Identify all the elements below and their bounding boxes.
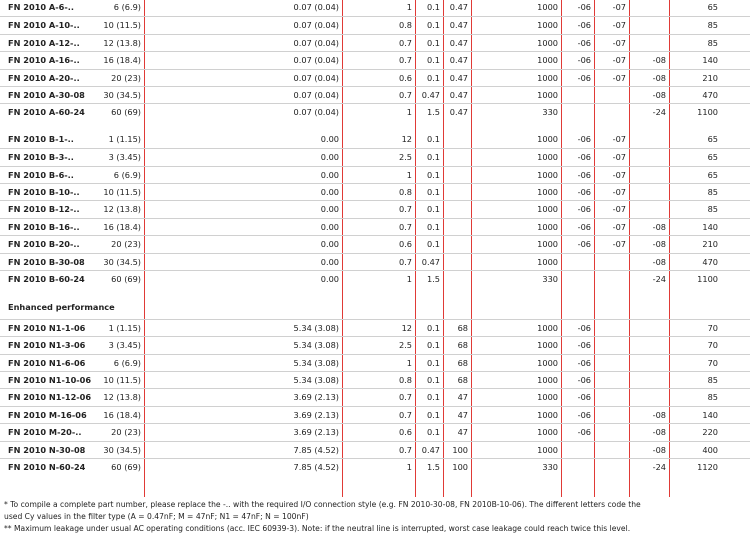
value-cell: 16 (18.4) <box>103 410 141 420</box>
value-cell: 0.1 <box>426 55 440 65</box>
part-number-cell: FN 2010 B-10-.. <box>8 187 80 197</box>
table-row <box>0 34 750 51</box>
footnotes <box>4 499 748 535</box>
value-cell: 0.00 <box>320 170 339 180</box>
value-cell: 0.7 <box>398 55 412 65</box>
value-cell: 0.00 <box>320 222 339 232</box>
value-cell: -06 <box>577 222 591 232</box>
footnote-part-number: * To compile a complete part number, please replace the -.. with the required I/O connection style (e.g. FN 2010-30-08, FN 2010B-10-06). The different letters code the <box>4 500 641 509</box>
value-cell: -08 <box>652 90 666 100</box>
value-cell: 100 <box>452 462 468 472</box>
value-cell: -07 <box>612 187 626 197</box>
value-cell: -08 <box>652 239 666 249</box>
value-cell: 3.69 (2.13) <box>293 410 339 420</box>
value-cell: 140 <box>702 55 718 65</box>
value-cell: 0.1 <box>426 20 440 30</box>
value-cell: 70 <box>707 340 718 350</box>
value-cell: 0.47 <box>449 38 468 48</box>
value-cell: 20 (23) <box>111 239 141 249</box>
value-cell: 1000 <box>537 170 558 180</box>
value-cell: -08 <box>652 73 666 83</box>
value-cell: 0.1 <box>426 239 440 249</box>
value-cell: 1000 <box>537 134 558 144</box>
value-cell: 0.47 <box>421 257 440 267</box>
value-cell: 5.34 (3.08) <box>293 340 339 350</box>
value-cell: 0.6 <box>398 427 412 437</box>
table-row <box>0 406 750 423</box>
table-row <box>0 319 750 336</box>
value-cell: 5.34 (3.08) <box>293 323 339 333</box>
value-cell: 1120 <box>697 462 718 472</box>
value-cell: -06 <box>577 2 591 12</box>
value-cell: 12 (13.8) <box>103 392 141 402</box>
value-cell: 1000 <box>537 73 558 83</box>
value-cell: -06 <box>577 38 591 48</box>
value-cell: 1 <box>406 358 412 368</box>
value-cell: 0.1 <box>426 187 440 197</box>
value-cell: -08 <box>652 222 666 232</box>
value-cell: -07 <box>612 239 626 249</box>
value-cell: 140 <box>702 410 718 420</box>
value-cell: 140 <box>702 222 718 232</box>
part-number-cell: FN 2010 B-30-08 <box>8 257 85 267</box>
value-cell: 470 <box>702 90 718 100</box>
value-cell: 0.1 <box>426 170 440 180</box>
value-cell: -07 <box>612 73 626 83</box>
value-cell: -06 <box>577 427 591 437</box>
value-cell: -06 <box>577 134 591 144</box>
table-row <box>0 270 750 287</box>
value-cell: -06 <box>577 55 591 65</box>
value-cell: -06 <box>577 187 591 197</box>
value-cell: 0.00 <box>320 204 339 214</box>
value-cell: 65 <box>707 2 718 12</box>
value-cell: 2.5 <box>398 152 412 162</box>
value-cell: 1000 <box>537 410 558 420</box>
value-cell: -07 <box>612 55 626 65</box>
value-cell: 0.7 <box>398 445 412 455</box>
value-cell: 1 <box>406 107 412 117</box>
table-row <box>0 200 750 217</box>
value-cell: 1000 <box>537 375 558 385</box>
value-cell: 60 (69) <box>111 107 141 117</box>
value-cell: 1000 <box>537 257 558 267</box>
value-cell: -08 <box>652 257 666 267</box>
value-cell: 1000 <box>537 340 558 350</box>
value-cell: 12 (13.8) <box>103 204 141 214</box>
value-cell: 70 <box>707 358 718 368</box>
value-cell: -08 <box>652 410 666 420</box>
value-cell: 1000 <box>537 427 558 437</box>
value-cell: 1000 <box>537 55 558 65</box>
value-cell: -07 <box>612 152 626 162</box>
table-row <box>0 218 750 235</box>
value-cell: 7.85 (4.52) <box>293 462 339 472</box>
part-number-cell: FN 2010 A-30-08 <box>8 90 85 100</box>
value-cell: 0.1 <box>426 323 440 333</box>
value-cell: 20 (23) <box>111 73 141 83</box>
part-number-cell: FN 2010 B-12-.. <box>8 204 80 214</box>
value-cell: 0.1 <box>426 340 440 350</box>
part-number-cell: FN 2010 A-20-.. <box>8 73 80 83</box>
value-cell: -07 <box>612 2 626 12</box>
value-cell: -06 <box>577 73 591 83</box>
value-cell: 20 (23) <box>111 427 141 437</box>
value-cell: -06 <box>577 375 591 385</box>
value-cell: -24 <box>652 274 666 284</box>
value-cell: 6 (6.9) <box>113 170 141 180</box>
value-cell: 0.7 <box>398 257 412 267</box>
value-cell: 1000 <box>537 2 558 12</box>
value-cell: 1 <box>406 274 412 284</box>
value-cell: -06 <box>577 170 591 180</box>
value-cell: 0.47 <box>449 107 468 117</box>
value-cell: 12 <box>401 134 412 144</box>
value-cell: 47 <box>457 427 468 437</box>
value-cell: 1000 <box>537 152 558 162</box>
value-cell: 210 <box>702 73 718 83</box>
part-number-cell: FN 2010 B-3-.. <box>8 152 74 162</box>
value-cell: -06 <box>577 239 591 249</box>
value-cell: 5.34 (3.08) <box>293 375 339 385</box>
value-cell: 0.07 (0.04) <box>293 73 339 83</box>
value-cell: 0.47 <box>449 2 468 12</box>
value-cell: 47 <box>457 392 468 402</box>
value-cell: 1.5 <box>426 462 440 472</box>
value-cell: 0.7 <box>398 410 412 420</box>
value-cell: 0.47 <box>449 90 468 100</box>
table-row <box>0 354 750 371</box>
table-row <box>0 86 750 103</box>
value-cell: 6 (6.9) <box>113 358 141 368</box>
part-number-cell: FN 2010 M-16-06 <box>8 410 87 420</box>
value-cell: -08 <box>652 55 666 65</box>
value-cell: 0.47 <box>449 55 468 65</box>
value-cell: 5.34 (3.08) <box>293 358 339 368</box>
value-cell: 0.7 <box>398 204 412 214</box>
value-cell: 1 (1.15) <box>108 134 141 144</box>
value-cell: 330 <box>542 274 558 284</box>
value-cell: 0.47 <box>449 73 468 83</box>
value-cell: -06 <box>577 340 591 350</box>
table-row <box>0 166 750 183</box>
part-number-cell: FN 2010 A-60-24 <box>8 107 85 117</box>
value-cell: 85 <box>707 20 718 30</box>
value-cell: 1.5 <box>426 274 440 284</box>
table-row <box>0 69 750 86</box>
value-cell: 0.7 <box>398 222 412 232</box>
value-cell: 0.00 <box>320 134 339 144</box>
value-cell: 0.07 (0.04) <box>293 2 339 12</box>
value-cell: -08 <box>652 427 666 437</box>
value-cell: 30 (34.5) <box>103 257 141 267</box>
value-cell: 0.8 <box>398 375 412 385</box>
value-cell: 85 <box>707 375 718 385</box>
value-cell: 3.69 (2.13) <box>293 427 339 437</box>
value-cell: -06 <box>577 204 591 214</box>
value-cell: 1000 <box>537 204 558 214</box>
value-cell: 68 <box>457 358 468 368</box>
value-cell: 0.8 <box>398 187 412 197</box>
value-cell: 0.7 <box>398 38 412 48</box>
value-cell: 85 <box>707 187 718 197</box>
value-cell: -07 <box>612 38 626 48</box>
value-cell: 330 <box>542 107 558 117</box>
value-cell: 1000 <box>537 445 558 455</box>
value-cell: 330 <box>542 462 558 472</box>
part-number-cell: FN 2010 N1-10-06 <box>8 375 92 385</box>
table-row <box>0 441 750 458</box>
value-cell: 0.1 <box>426 392 440 402</box>
value-cell: 16 (18.4) <box>103 222 141 232</box>
value-cell: 30 (34.5) <box>103 90 141 100</box>
value-cell: 0.1 <box>426 410 440 420</box>
value-cell: -06 <box>577 152 591 162</box>
value-cell: 0.07 (0.04) <box>293 38 339 48</box>
value-cell: 220 <box>702 427 718 437</box>
value-cell: 30 (34.5) <box>103 445 141 455</box>
table-row <box>0 253 750 270</box>
value-cell: 400 <box>702 445 718 455</box>
part-number-cell: FN 2010 N1-3-06 <box>8 340 86 350</box>
value-cell: 16 (18.4) <box>103 55 141 65</box>
value-cell: 0.1 <box>426 2 440 12</box>
table-row <box>0 388 750 405</box>
value-cell: 65 <box>707 170 718 180</box>
value-cell: 2.5 <box>398 340 412 350</box>
value-cell: 1000 <box>537 38 558 48</box>
value-cell: -07 <box>612 20 626 30</box>
footnote-leakage: ** Maximum leakage under usual AC operating conditions (acc. IEC 60939-3). Note: if the neutral line is interrupted, worst case leakage could reach twice this level. <box>4 524 631 533</box>
section-label: Enhanced performance <box>8 302 115 312</box>
table-row <box>0 371 750 388</box>
value-cell: 70 <box>707 323 718 333</box>
value-cell: 0.1 <box>426 204 440 214</box>
part-number-cell: FN 2010 B-16-.. <box>8 222 80 232</box>
value-cell: 0.8 <box>398 20 412 30</box>
value-cell: 0.1 <box>426 222 440 232</box>
section-heading <box>0 299 750 316</box>
value-cell: 1000 <box>537 222 558 232</box>
part-number-cell: FN 2010 N1-1-06 <box>8 323 86 333</box>
value-cell: 10 (11.5) <box>103 375 141 385</box>
value-cell: 210 <box>702 239 718 249</box>
value-cell: -24 <box>652 462 666 472</box>
value-cell: 68 <box>457 323 468 333</box>
value-cell: 0.7 <box>398 90 412 100</box>
value-cell: -07 <box>612 204 626 214</box>
part-number-cell: FN 2010 N-30-08 <box>8 445 86 455</box>
value-cell: 65 <box>707 134 718 144</box>
table-row <box>0 0 750 16</box>
table-row <box>0 103 750 120</box>
value-cell: 0.07 (0.04) <box>293 20 339 30</box>
part-number-cell: FN 2010 M-20-.. <box>8 427 82 437</box>
value-cell: 1100 <box>697 274 718 284</box>
table-row <box>0 16 750 33</box>
value-cell: 0.1 <box>426 427 440 437</box>
value-cell: 0.00 <box>320 152 339 162</box>
value-cell: 0.6 <box>398 73 412 83</box>
value-cell: 1 <box>406 170 412 180</box>
value-cell: 68 <box>457 340 468 350</box>
value-cell: 0.47 <box>421 445 440 455</box>
value-cell: 1000 <box>537 392 558 402</box>
value-cell: 60 (69) <box>111 462 141 472</box>
table-row <box>0 423 750 440</box>
part-number-cell: FN 2010 A-12-.. <box>8 38 80 48</box>
table-row <box>0 235 750 252</box>
value-cell: 60 (69) <box>111 274 141 284</box>
value-cell: 85 <box>707 38 718 48</box>
value-cell: 68 <box>457 375 468 385</box>
value-cell: 65 <box>707 152 718 162</box>
value-cell: 0.1 <box>426 73 440 83</box>
footnote-cy-values: used Cy values in the filter type (A = 0.47nF; M = 47nF; N1 = 47nF; N = 100nF) <box>4 512 309 521</box>
value-cell: 47 <box>457 410 468 420</box>
table-row <box>0 336 750 353</box>
value-cell: -06 <box>577 20 591 30</box>
value-cell: 1000 <box>537 239 558 249</box>
value-cell: 85 <box>707 204 718 214</box>
value-cell: 7.85 (4.52) <box>293 445 339 455</box>
table-row <box>0 148 750 165</box>
value-cell: 0.00 <box>320 274 339 284</box>
value-cell: 1000 <box>537 358 558 368</box>
value-cell: 0.07 (0.04) <box>293 90 339 100</box>
table-row <box>0 51 750 68</box>
value-cell: 1100 <box>697 107 718 117</box>
value-cell: 85 <box>707 392 718 402</box>
value-cell: 0.47 <box>421 90 440 100</box>
value-cell: 12 (13.8) <box>103 38 141 48</box>
value-cell: 470 <box>702 257 718 267</box>
value-cell: 1.5 <box>426 107 440 117</box>
value-cell: -07 <box>612 170 626 180</box>
part-number-cell: FN 2010 N1-12-06 <box>8 392 92 402</box>
value-cell: 1000 <box>537 187 558 197</box>
value-cell: -06 <box>577 358 591 368</box>
value-cell: 1 <box>406 2 412 12</box>
value-cell: 0.07 (0.04) <box>293 107 339 117</box>
value-cell: 0.7 <box>398 392 412 402</box>
part-number-cell: FN 2010 N-60-24 <box>8 462 86 472</box>
part-number-cell: FN 2010 B-20-.. <box>8 239 80 249</box>
part-number-cell: FN 2010 A-6-.. <box>8 2 74 12</box>
value-cell: -06 <box>577 323 591 333</box>
value-cell: 3 (3.45) <box>108 152 141 162</box>
value-cell: -07 <box>612 134 626 144</box>
value-cell: -06 <box>577 392 591 402</box>
value-cell: 3.69 (2.13) <box>293 392 339 402</box>
part-number-cell: FN 2010 N1-6-06 <box>8 358 86 368</box>
value-cell: 0.47 <box>449 20 468 30</box>
part-number-cell: FN 2010 B-6-.. <box>8 170 74 180</box>
value-cell: 1000 <box>537 20 558 30</box>
value-cell: 0.00 <box>320 239 339 249</box>
value-cell: 1 <box>406 462 412 472</box>
value-cell: 0.1 <box>426 375 440 385</box>
value-cell: -24 <box>652 107 666 117</box>
value-cell: 0.1 <box>426 38 440 48</box>
table-row <box>0 458 750 475</box>
value-cell: -07 <box>612 222 626 232</box>
part-number-cell: FN 2010 A-16-.. <box>8 55 80 65</box>
value-cell: 3 (3.45) <box>108 340 141 350</box>
table-row <box>0 131 750 148</box>
value-cell: 12 <box>401 323 412 333</box>
value-cell: 0.1 <box>426 358 440 368</box>
value-cell: 0.1 <box>426 152 440 162</box>
value-cell: 1000 <box>537 323 558 333</box>
part-number-cell: FN 2010 A-10-.. <box>8 20 80 30</box>
value-cell: 0.00 <box>320 257 339 267</box>
value-cell: 0.6 <box>398 239 412 249</box>
table-row <box>0 183 750 200</box>
value-cell: 0.1 <box>426 134 440 144</box>
value-cell: 100 <box>452 445 468 455</box>
part-number-cell: FN 2010 B-1-.. <box>8 134 74 144</box>
value-cell: 10 (11.5) <box>103 187 141 197</box>
value-cell: 6 (6.9) <box>113 2 141 12</box>
value-cell: -06 <box>577 410 591 420</box>
value-cell: -08 <box>652 445 666 455</box>
value-cell: 1 (1.15) <box>108 323 141 333</box>
value-cell: 1000 <box>537 90 558 100</box>
value-cell: 10 (11.5) <box>103 20 141 30</box>
value-cell: 0.00 <box>320 187 339 197</box>
value-cell: 0.07 (0.04) <box>293 55 339 65</box>
part-number-cell: FN 2010 B-60-24 <box>8 274 85 284</box>
